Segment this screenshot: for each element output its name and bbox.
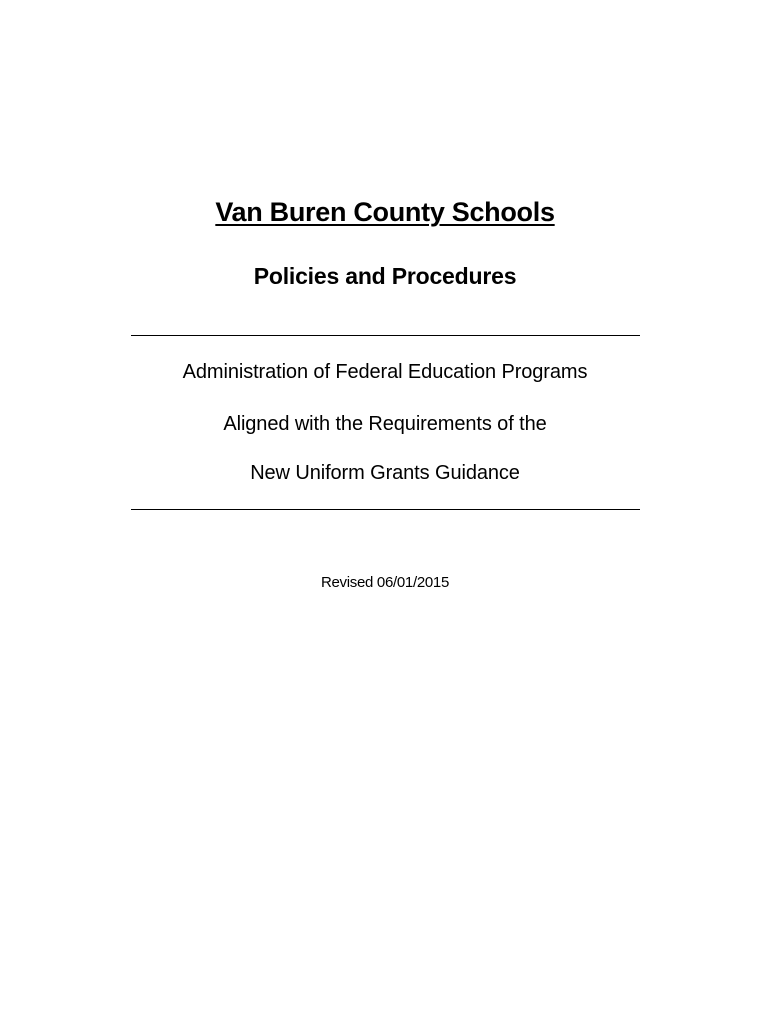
document-subtitle: Policies and Procedures	[253, 263, 517, 289]
description-line-2: Aligned with the Requirements of the	[223, 413, 547, 435]
revision-date: Revised 06/01/2015	[320, 574, 450, 591]
description-line-1: Administration of Federal Education Programs	[182, 361, 588, 383]
divider-bottom	[131, 509, 640, 510]
document-title: Van Buren County Schools	[215, 197, 555, 227]
divider-top	[131, 335, 640, 336]
description-line-3: New Uniform Grants Guidance	[250, 462, 520, 484]
